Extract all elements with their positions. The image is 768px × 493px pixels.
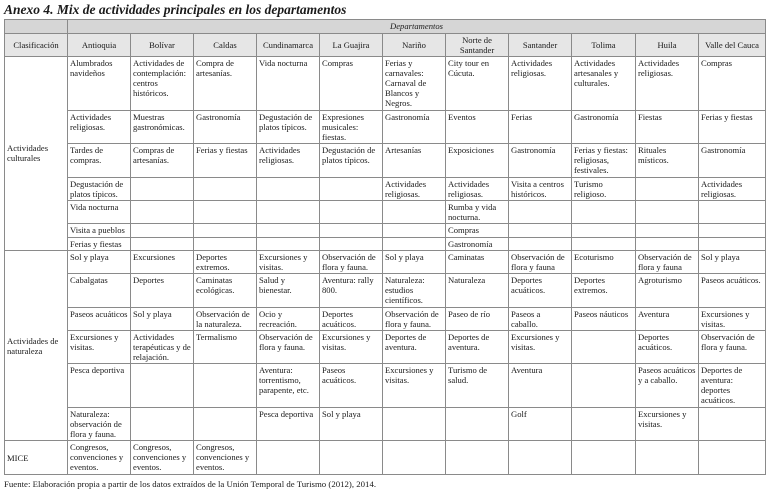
table-cell bbox=[636, 441, 699, 475]
table-cell: Deportes extremos. bbox=[572, 274, 636, 307]
column-header-row bbox=[5, 34, 766, 57]
table-cell: Caminatas ecológicas. bbox=[194, 274, 257, 307]
table-cell: Compras bbox=[446, 224, 509, 237]
table-cell: Ferias y fiestas bbox=[699, 110, 766, 143]
table-row bbox=[5, 274, 766, 307]
table-cell: Compra de artesanías. bbox=[194, 57, 257, 111]
table-cell: Sol y playa bbox=[320, 407, 383, 440]
column-header: Norte de Santander bbox=[446, 34, 509, 57]
table-cell: Compras de artesanías. bbox=[131, 144, 194, 177]
table-cell: Rituales místicos. bbox=[636, 144, 699, 177]
table-cell: Congresos, convenciones y eventos. bbox=[131, 441, 194, 475]
table-cell bbox=[131, 237, 194, 250]
table-cell bbox=[572, 441, 636, 475]
table-body bbox=[5, 57, 766, 475]
column-header: Tolima bbox=[572, 34, 636, 57]
table-cell: Gastronomía bbox=[572, 110, 636, 143]
table-row bbox=[5, 144, 766, 177]
table-cell bbox=[320, 441, 383, 475]
table-cell bbox=[636, 177, 699, 200]
table-row bbox=[5, 201, 766, 224]
column-header: Huila bbox=[636, 34, 699, 57]
table-cell bbox=[699, 441, 766, 475]
table-cell: Ferias y fiestas bbox=[194, 144, 257, 177]
table-cell: Sol y playa bbox=[699, 250, 766, 273]
table-row bbox=[5, 364, 766, 408]
table-cell bbox=[194, 237, 257, 250]
table-cell bbox=[320, 177, 383, 200]
column-header: Bolívar bbox=[131, 34, 194, 57]
table-cell: Paseos náuticos bbox=[572, 307, 636, 330]
table-cell: Observación de flora y fauna. bbox=[257, 330, 320, 363]
table-row bbox=[5, 407, 766, 440]
table-cell: Ferias y fiestas: religiosas, festivales. bbox=[572, 144, 636, 177]
table-cell bbox=[509, 441, 572, 475]
table-cell bbox=[383, 441, 446, 475]
table-cell: Observación de flora y fauna. bbox=[383, 307, 446, 330]
table-cell: Actividades religiosas. bbox=[446, 177, 509, 200]
annex-title: Anexo 4. Mix de actividades principales en los departamentos bbox=[4, 2, 347, 17]
table-row bbox=[5, 224, 766, 237]
table-cell: Paseos acuáticos bbox=[68, 307, 131, 330]
table-cell: Deportes acuáticos. bbox=[636, 330, 699, 363]
table-cell: Congresos, convenciones y eventos. bbox=[194, 441, 257, 475]
table-cell bbox=[194, 177, 257, 200]
table-cell: Aventura bbox=[509, 364, 572, 408]
table-cell bbox=[509, 237, 572, 250]
table-cell: Ferias y fiestas bbox=[68, 237, 131, 250]
table-cell: Gastronomía bbox=[383, 110, 446, 143]
table-cell: Aventura: torrentismo, parapente, etc. bbox=[257, 364, 320, 408]
table-cell bbox=[699, 237, 766, 250]
table-cell bbox=[194, 224, 257, 237]
table-row bbox=[5, 237, 766, 250]
table-row bbox=[5, 110, 766, 143]
header-blank-cell bbox=[5, 20, 68, 34]
table-cell: Actividades artesanales y culturales. bbox=[572, 57, 636, 111]
table-cell bbox=[572, 237, 636, 250]
table-cell: Actividades de contemplación: centros históricos. bbox=[131, 57, 194, 111]
table-cell: Gastronomía bbox=[509, 144, 572, 177]
table-cell: Deportes bbox=[131, 274, 194, 307]
table-cell: Eventos bbox=[446, 110, 509, 143]
table-row bbox=[5, 307, 766, 330]
table-cell bbox=[636, 237, 699, 250]
table-cell bbox=[194, 364, 257, 408]
table-cell: Paseos a caballo. bbox=[509, 307, 572, 330]
column-header: Santander bbox=[509, 34, 572, 57]
table-cell: Fiestas bbox=[636, 110, 699, 143]
table-cell: Aventura bbox=[636, 307, 699, 330]
table-cell: Naturaleza bbox=[446, 274, 509, 307]
table-cell bbox=[383, 407, 446, 440]
table-cell: Degustación de platos típicos. bbox=[68, 177, 131, 200]
table-cell: Visita a pueblos bbox=[68, 224, 131, 237]
table-cell bbox=[383, 237, 446, 250]
table-cell bbox=[131, 224, 194, 237]
table-cell: Artesanías bbox=[383, 144, 446, 177]
table-cell: Pesca deportiva bbox=[257, 407, 320, 440]
table-cell bbox=[572, 364, 636, 408]
table-cell: Observación de flora y fauna bbox=[636, 250, 699, 273]
table-cell: Ferias y carnavales: Carnaval de Blancos y Negros. bbox=[383, 57, 446, 111]
category-cell: Actividades de naturaleza bbox=[5, 250, 68, 441]
table-cell: Caminatas bbox=[446, 250, 509, 273]
table-cell: Pesca deportiva bbox=[68, 364, 131, 408]
table-row bbox=[5, 177, 766, 200]
table-cell: Gastronomía bbox=[446, 237, 509, 250]
table-cell: Cabalgatas bbox=[68, 274, 131, 307]
table-cell: Observación de flora y fauna. bbox=[320, 250, 383, 273]
table-cell: Actividades religiosas. bbox=[257, 144, 320, 177]
table-cell: Actividades religiosas. bbox=[636, 57, 699, 111]
category-cell: MICE bbox=[5, 441, 68, 475]
table-cell bbox=[257, 177, 320, 200]
table-cell: Naturaleza: observación de flora y fauna. bbox=[68, 407, 131, 440]
header-group-row bbox=[5, 20, 766, 34]
table-cell: Degustación de platos típicos. bbox=[257, 110, 320, 143]
table-cell bbox=[383, 224, 446, 237]
table-cell bbox=[257, 201, 320, 224]
table-cell bbox=[572, 407, 636, 440]
table-cell: Agroturismo bbox=[636, 274, 699, 307]
table-cell: Visita a centros históricos. bbox=[509, 177, 572, 200]
table-cell bbox=[572, 224, 636, 237]
table-cell: Turismo de salud. bbox=[446, 364, 509, 408]
column-header: Antioquia bbox=[68, 34, 131, 57]
table-cell bbox=[636, 201, 699, 224]
column-header: Nariño bbox=[383, 34, 446, 57]
source-note: Fuente: Elaboración propia a partir de los datos extraídos de la Unión Temporal de Turismo (2012), 2014. bbox=[4, 479, 377, 489]
table-cell: Sol y playa bbox=[131, 307, 194, 330]
table-cell: Observación de flora y fauna. bbox=[699, 330, 766, 363]
table-cell: City tour en Cúcuta. bbox=[446, 57, 509, 111]
table-cell: Deportes de aventura. bbox=[383, 330, 446, 363]
table-cell: Deportes extremos. bbox=[194, 250, 257, 273]
table-cell: Alumbrados navideños bbox=[68, 57, 131, 111]
column-header: Clasificación bbox=[5, 34, 68, 57]
table-cell: Vida nocturna bbox=[257, 57, 320, 111]
table-cell: Observación de la naturaleza. bbox=[194, 307, 257, 330]
table-cell: Paseos acuáticos. bbox=[699, 274, 766, 307]
table-cell: Ferias bbox=[509, 110, 572, 143]
table-cell: Deportes de aventura: deportes acuáticos. bbox=[699, 364, 766, 408]
table-cell: Degustación de platos típicos. bbox=[320, 144, 383, 177]
table-cell: Exposiciones bbox=[446, 144, 509, 177]
table-cell bbox=[194, 407, 257, 440]
table-cell: Muestras gastronómicas. bbox=[131, 110, 194, 143]
table-cell: Excursiones y visitas. bbox=[68, 330, 131, 363]
column-header: Valle del Cauca bbox=[699, 34, 766, 57]
table-cell bbox=[446, 407, 509, 440]
table-cell: Naturaleza: estudios científicos. bbox=[383, 274, 446, 307]
table-cell: Gastronomía bbox=[194, 110, 257, 143]
table-cell: Actividades religiosas. bbox=[383, 177, 446, 200]
header-group-departamentos: Departamentos bbox=[68, 20, 766, 34]
table-cell bbox=[636, 224, 699, 237]
table-cell bbox=[572, 330, 636, 363]
table-cell bbox=[131, 407, 194, 440]
table-cell: Tardes de compras. bbox=[68, 144, 131, 177]
table-cell: Actividades religiosas. bbox=[699, 177, 766, 200]
column-header: La Guajira bbox=[320, 34, 383, 57]
table-cell: Actividades religiosas. bbox=[68, 110, 131, 143]
table-cell bbox=[699, 201, 766, 224]
table-cell: Termalismo bbox=[194, 330, 257, 363]
table-cell bbox=[257, 237, 320, 250]
table-cell bbox=[509, 201, 572, 224]
table-cell bbox=[699, 407, 766, 440]
table-cell: Excursiones y visitas. bbox=[320, 330, 383, 363]
table-cell: Observación de flora y fauna bbox=[509, 250, 572, 273]
table-cell bbox=[572, 201, 636, 224]
table-cell: Actividades terapéuticas y de relajación. bbox=[131, 330, 194, 363]
table-cell: Compras bbox=[320, 57, 383, 111]
table-cell bbox=[194, 201, 257, 224]
table-cell bbox=[257, 224, 320, 237]
table-cell bbox=[320, 201, 383, 224]
table-cell: Excursiones bbox=[131, 250, 194, 273]
table-cell bbox=[699, 224, 766, 237]
activities-table bbox=[4, 19, 766, 475]
table-cell bbox=[509, 224, 572, 237]
table-cell: Ecoturismo bbox=[572, 250, 636, 273]
table-cell: Turismo religioso. bbox=[572, 177, 636, 200]
table-cell: Paseos acuáticos. bbox=[320, 364, 383, 408]
table-cell: Congresos, convenciones y eventos. bbox=[68, 441, 131, 475]
table-cell: Actividades religiosas. bbox=[509, 57, 572, 111]
table-row bbox=[5, 330, 766, 363]
table-cell: Excursiones y visitas. bbox=[636, 407, 699, 440]
table-cell: Deportes acuáticos. bbox=[320, 307, 383, 330]
table-cell: Rumba y vida nocturna. bbox=[446, 201, 509, 224]
table-cell bbox=[131, 177, 194, 200]
table-cell: Gastronomía bbox=[699, 144, 766, 177]
table-row bbox=[5, 441, 766, 475]
table-cell: Excursiones y visitas. bbox=[383, 364, 446, 408]
table-row bbox=[5, 57, 766, 111]
column-header: Cundinamarca bbox=[257, 34, 320, 57]
table-cell: Ocio y recreación. bbox=[257, 307, 320, 330]
table-cell: Excursiones y visitas. bbox=[257, 250, 320, 273]
table-cell: Golf bbox=[509, 407, 572, 440]
column-header: Caldas bbox=[194, 34, 257, 57]
table-cell bbox=[131, 364, 194, 408]
table-cell: Sol y playa bbox=[68, 250, 131, 273]
table-cell: Paseo de río bbox=[446, 307, 509, 330]
table-cell bbox=[320, 224, 383, 237]
table-cell: Paseos acuáticos y a caballo. bbox=[636, 364, 699, 408]
table-cell: Deportes acuáticos. bbox=[509, 274, 572, 307]
table-cell bbox=[257, 441, 320, 475]
category-cell: Actividades culturales bbox=[5, 57, 68, 251]
table-cell: Aventura: rally 800. bbox=[320, 274, 383, 307]
table-row bbox=[5, 250, 766, 273]
table-cell: Excursiones y visitas. bbox=[509, 330, 572, 363]
table-cell bbox=[446, 441, 509, 475]
table-cell: Vida nocturna bbox=[68, 201, 131, 224]
table-cell: Salud y bienestar. bbox=[257, 274, 320, 307]
table-cell: Excursiones y visitas. bbox=[699, 307, 766, 330]
table-cell: Compras bbox=[699, 57, 766, 111]
table-cell: Deportes de aventura. bbox=[446, 330, 509, 363]
table-cell bbox=[131, 201, 194, 224]
table-cell: Sol y playa bbox=[383, 250, 446, 273]
table-cell bbox=[320, 237, 383, 250]
table-cell bbox=[383, 201, 446, 224]
table-cell: Expresiones musicales: fiestas. bbox=[320, 110, 383, 143]
